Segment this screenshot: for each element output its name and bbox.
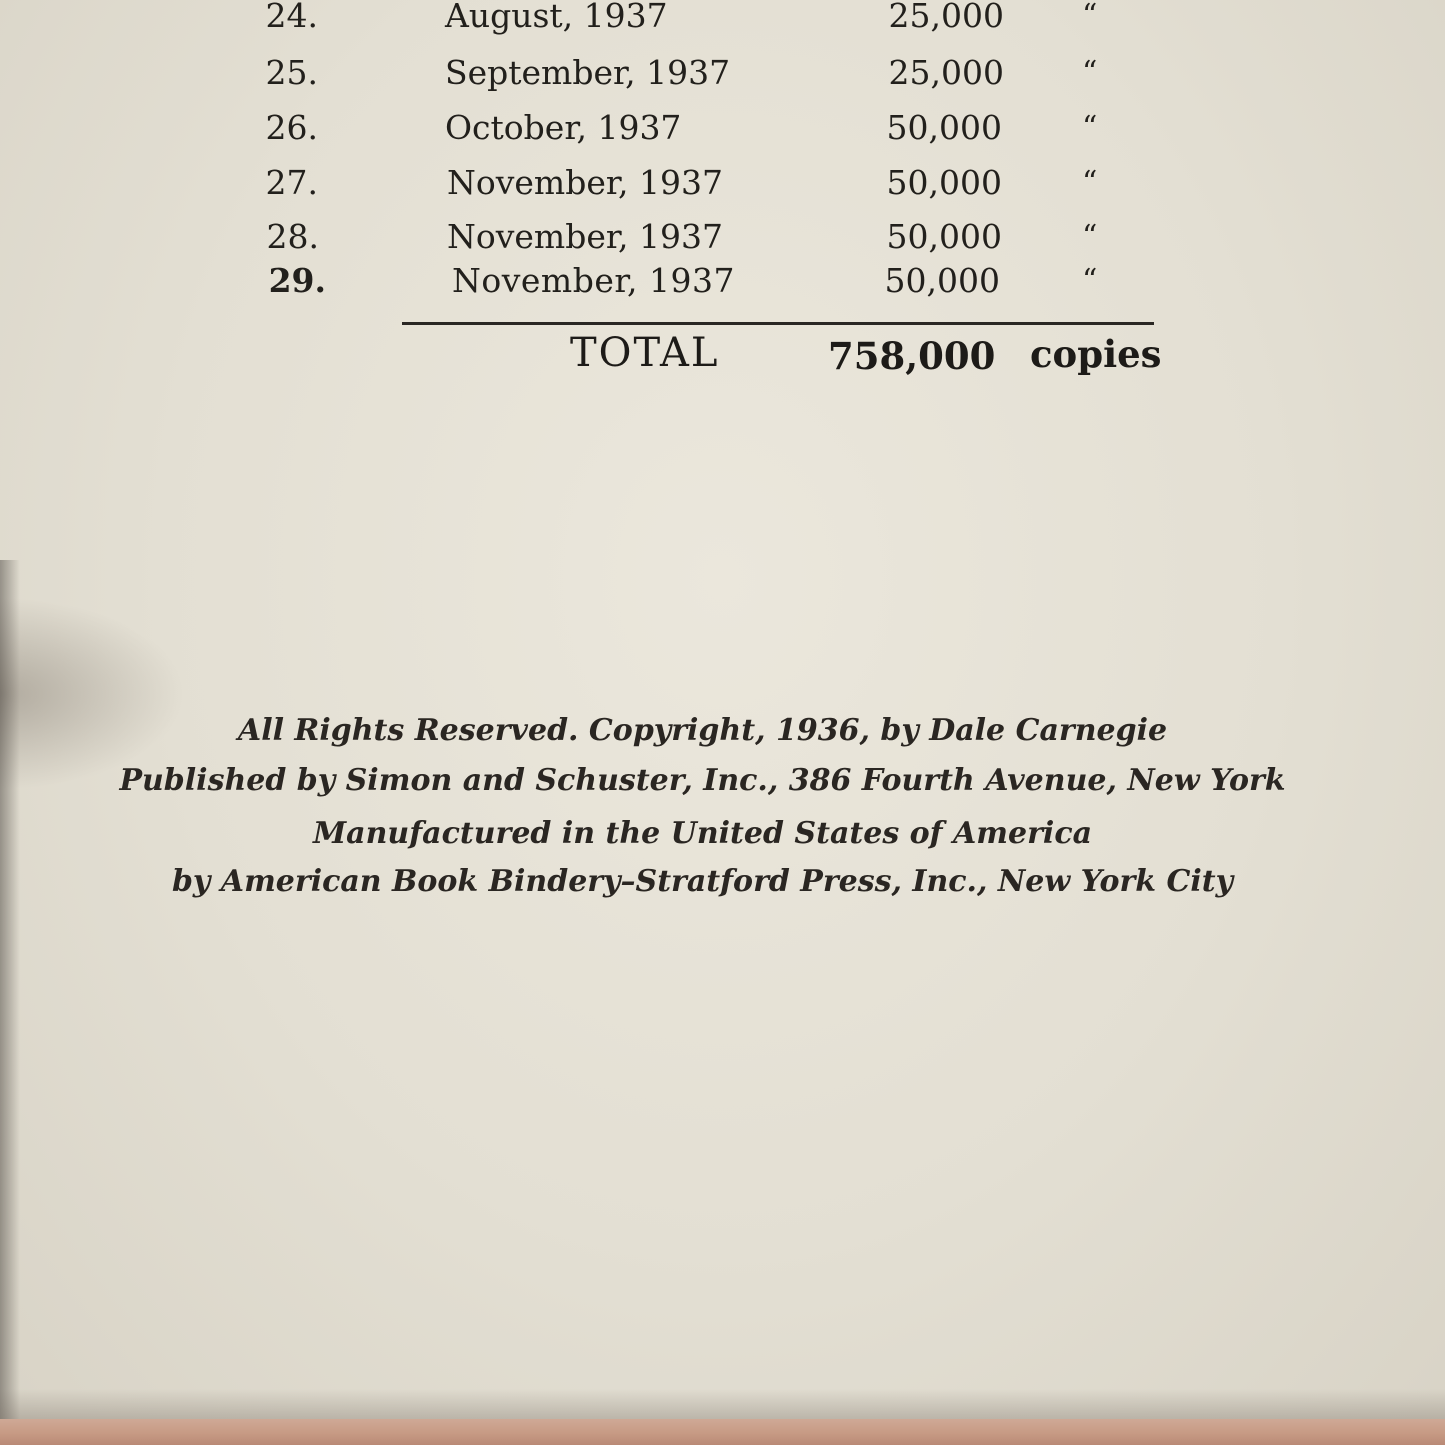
printing-row <box>0 53 1445 93</box>
ditto-mark: “ <box>1082 263 1098 298</box>
printing-row <box>0 261 1445 301</box>
printing-copies: 25,000 <box>888 0 1004 35</box>
total-divider <box>402 322 1154 325</box>
printing-copies: 25,000 <box>888 53 1004 92</box>
book-cover-edge <box>0 1419 1445 1445</box>
total-unit: copies <box>1030 332 1162 376</box>
printing-number: 29. <box>268 261 326 300</box>
printing-date: October, 1937 <box>445 108 682 147</box>
printing-copies: 50,000 <box>886 163 1002 202</box>
ditto-mark: “ <box>1082 110 1098 145</box>
printing-number: 24. <box>265 0 318 35</box>
imprint-line: Published by Simon and Schuster, Inc., 386 Fourth Avenue, New York <box>119 763 1286 798</box>
printing-copies: 50,000 <box>884 261 1000 300</box>
printing-copies: 50,000 <box>886 217 1002 256</box>
printing-row <box>0 0 1445 36</box>
page-bottom-shadow <box>0 1389 1445 1419</box>
imprint-line: by American Book Bindery–Stratford Press, Inc., New York City <box>171 864 1234 899</box>
printing-date: November, 1937 <box>447 217 723 256</box>
printing-date: November, 1937 <box>452 261 735 300</box>
ditto-mark: “ <box>1082 165 1098 200</box>
ditto-mark: “ <box>1082 0 1098 33</box>
printing-row <box>0 108 1445 148</box>
printing-number: 28. <box>266 217 319 256</box>
total-label: TOTAL <box>570 330 720 376</box>
total-value: 758,000 <box>828 334 996 378</box>
ditto-mark: “ <box>1082 219 1098 254</box>
printing-row <box>0 163 1445 203</box>
printing-row <box>0 217 1445 257</box>
imprint-line: All Rights Reserved. Copyright, 1936, by Dale Carnegie <box>237 713 1168 748</box>
printing-number: 27. <box>265 163 318 202</box>
printing-copies: 50,000 <box>886 108 1002 147</box>
printing-date: August, 1937 <box>445 0 668 35</box>
ditto-mark: “ <box>1082 55 1098 90</box>
imprint-line: Manufactured in the United States of America <box>312 816 1093 851</box>
printing-date: September, 1937 <box>445 53 731 92</box>
printing-number: 26. <box>265 108 318 147</box>
printing-date: November, 1937 <box>447 163 723 202</box>
spine-shadow <box>0 560 20 1440</box>
printing-number: 25. <box>265 53 318 92</box>
